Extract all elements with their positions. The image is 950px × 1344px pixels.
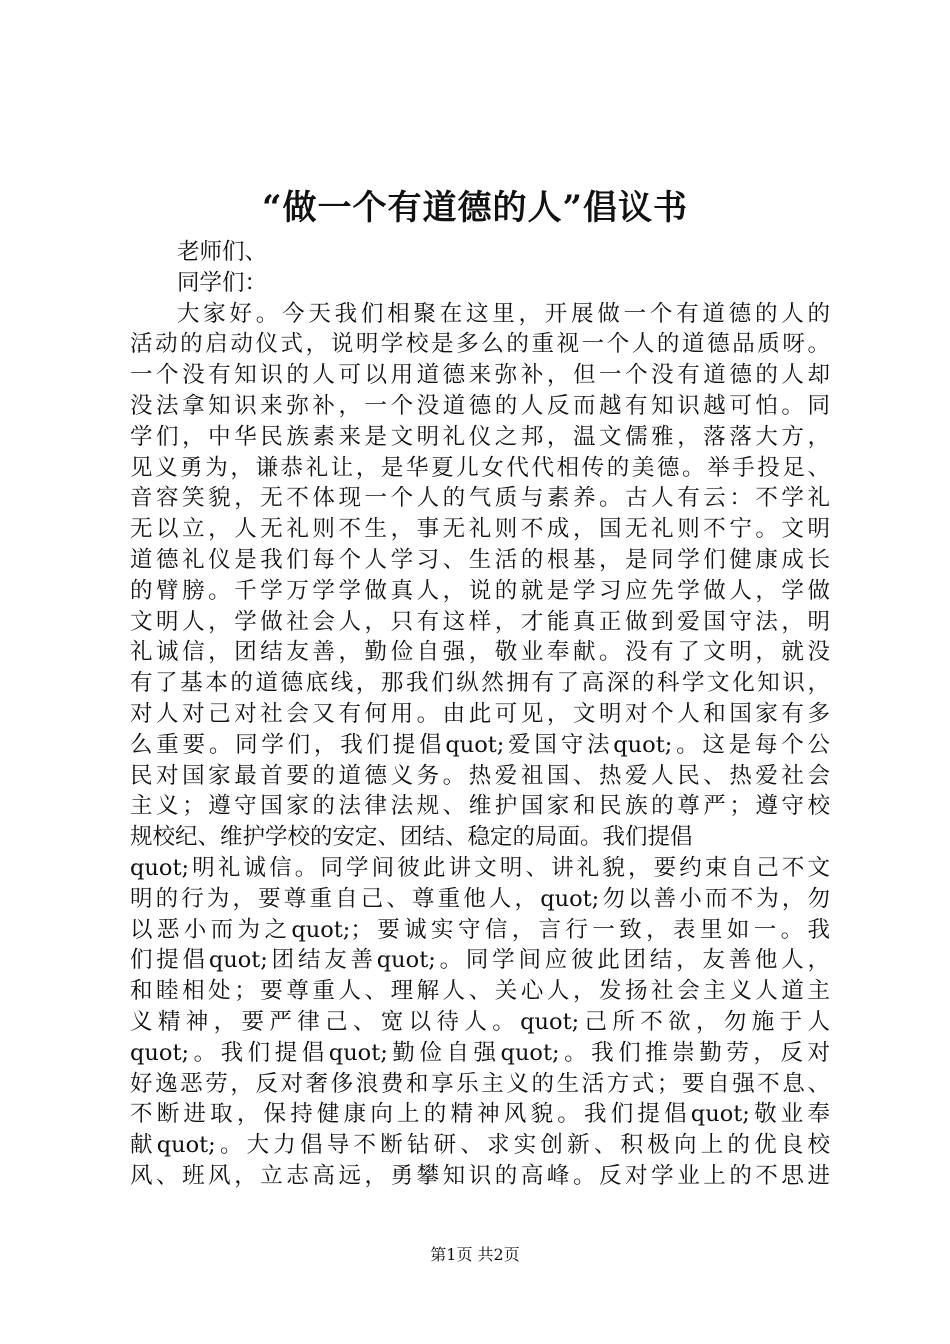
body-line: 音容笑貌，无不体现一个人的气质与素养。古人有云：不学礼 [130,485,830,512]
salutation-students: 同学们： [177,269,268,296]
body-line: 主义；遵守国家的法律法规、维护国家和民族的尊严；遵守校 [130,793,830,820]
document-title: “做一个有道德的人”倡议书 [261,188,689,228]
body-line: 和睦相处；要尊重人、理解人、关心人，发扬社会主义人道主 [130,978,830,1005]
body-line: 以恶小而为之quot;；要诚实守信，言行一致，表里如一。我 [130,916,830,943]
body-line: quot;。我们提倡quot;勤俭自强quot;。我们推崇勤劳，反对 [130,1039,830,1066]
body-line: 对人对己对社会又有何用。由此可见，文明对个人和国家有多 [130,700,830,727]
body-line: 学们，中华民族素来是文明礼仪之邦，温文儒雅，落落大方， [130,423,830,450]
body-paragraph [130,299,830,1192]
body-line: 民对国家最首要的道德义务。热爱祖国、热爱人民、热爱社会 [130,762,830,789]
body-line: 风、班风，立志高远，勇攀知识的高峰。反对学业上的不思进 [130,1162,830,1189]
body-line: 么重要。同学们，我们提倡quot;爱国守法quot;。这是每个公 [130,731,830,758]
page-footer: 第1页 共2页 [430,1245,520,1264]
body-line: 义精神，要严律己、宽以待人。quot;己所不欲，勿施于人 [130,1008,830,1035]
body-line: 好逸恶劳，反对奢侈浪费和享乐主义的生活方式；要自强不息、 [130,1070,830,1097]
body-line: quot;明礼诚信。同学间彼此讲文明、讲礼貌，要约束自己不文 [130,854,830,881]
body-line: 们提倡quot;团结友善quot;。同学间应彼此团结，友善他人， [130,947,830,974]
body-line: 无以立，人无礼则不生，事无礼则不成，国无礼则不宁。文明 [130,516,830,543]
body-line: 的臂膀。千学万学学做真人，说的就是学习应先学做人，学做 [130,577,830,604]
body-line: 道德礼仪是我们每个人学习、生活的根基，是同学们健康成长 [130,546,830,573]
body-line: 活动的启动仪式，说明学校是多么的重视一个人的道德品质呀。 [130,331,830,358]
body-line: 没法拿知识来弥补，一个没道德的人反而越有知识越可怕。同 [130,392,830,419]
body-line: 一个没有知识的人可以用道德来弥补，但一个没有道德的人却 [130,362,830,389]
body-line: 见义勇为，谦恭礼让，是华夏儿女代代相传的美德。举手投足、 [130,454,830,481]
body-line: 明的行为，要尊重自己、尊重他人，quot;勿以善小而不为，勿 [130,885,830,912]
body-line: 文明人，学做社会人，只有这样，才能真正做到爱国守法，明 [130,608,830,635]
body-line: 大家好。今天我们相聚在这里，开展做一个有道德的人的 [177,300,830,327]
body-line: 献quot;。大力倡导不断钻研、求实创新、积极向上的优良校 [130,1132,830,1159]
body-line: 不断进取，保持健康向上的精神风貌。我们提倡quot;敬业奉 [130,1101,830,1128]
body-line: 规校纪、维护学校的安定、团结、稳定的局面。我们提倡 [130,824,693,851]
body-line: 有了基本的道德底线，那我们纵然拥有了高深的科学文化知识， [130,670,830,697]
document-body [130,237,830,1192]
salutation-teachers: 老师们、 [177,239,268,265]
body-line: 礼诚信，团结友善，勤俭自强，敬业奉献。没有了文明，就没 [130,639,830,666]
